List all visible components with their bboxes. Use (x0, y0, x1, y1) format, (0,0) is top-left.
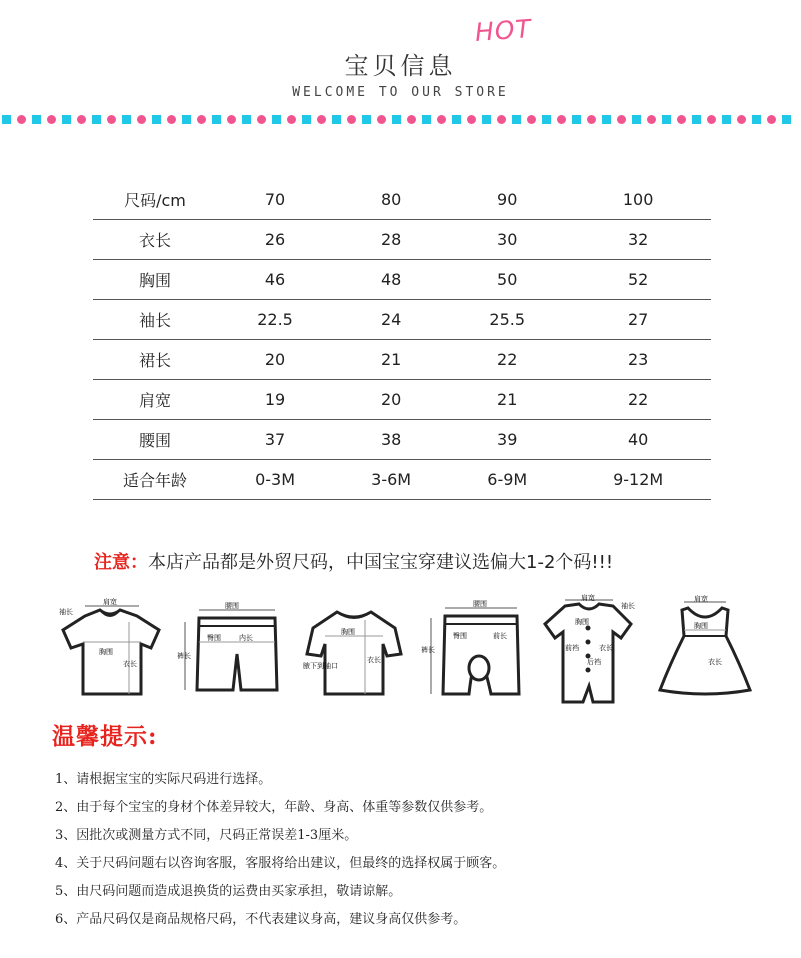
tshirt-shoulder-label: 肩宽 (103, 598, 117, 606)
notice-label: 注意： (94, 552, 148, 573)
size-table (93, 180, 711, 500)
size-cell: 80 (333, 180, 449, 220)
hot-badge: HOT (474, 14, 533, 47)
size-cell: 30 (449, 220, 565, 260)
divider-dot (137, 115, 146, 124)
divider-dot (347, 115, 356, 124)
size-cell: 22 (449, 340, 565, 380)
divider-square (752, 115, 761, 124)
dress-length-label: 衣长 (708, 658, 722, 666)
raglan-armpit-label: 腋下到袖口 (303, 662, 338, 670)
divider-square (422, 115, 431, 124)
romper-back-label: 后裆 (587, 658, 601, 666)
divider-dot (317, 115, 326, 124)
size-table-row (93, 180, 711, 220)
divider-dot (497, 115, 506, 124)
divider-dot (17, 115, 26, 124)
tip-item: 5、由尺码问题而造成退换货的运费由买家承担，敬请谅解。 (55, 884, 402, 899)
size-cell: 19 (217, 380, 333, 420)
divider-square (92, 115, 101, 124)
size-row-header: 袖长 (93, 300, 217, 340)
divider-dot (107, 115, 116, 124)
divider-square (602, 115, 611, 124)
tip-item: 1、请根据宝宝的实际尺码进行选择。 (55, 772, 272, 787)
size-cell: 9-12M (565, 460, 711, 500)
size-row-header: 胸围 (93, 260, 217, 300)
size-cell: 32 (565, 220, 711, 260)
size-row-header: 裙长 (93, 340, 217, 380)
divider-square (32, 115, 41, 124)
romper-sleeve-label: 袖长 (621, 602, 635, 610)
divider-dot (767, 115, 776, 124)
divider-dot (377, 115, 386, 124)
divider-square (452, 115, 461, 124)
divider-square (152, 115, 161, 124)
romper-shoulder-label: 肩宽 (581, 594, 595, 602)
divider-square (632, 115, 641, 124)
size-cell: 50 (449, 260, 565, 300)
divider-square (782, 115, 791, 124)
divider-dot (77, 115, 86, 124)
size-cell: 100 (565, 180, 711, 220)
size-cell: 22 (565, 380, 711, 420)
size-table-row (93, 460, 711, 500)
divider-square (2, 115, 11, 124)
shorts-inseam-label: 内长 (239, 634, 253, 642)
size-table-row (93, 300, 711, 340)
romper-diagram (533, 594, 643, 714)
divider-dot (467, 115, 476, 124)
tshirt-length-label: 衣长 (123, 660, 137, 668)
size-table-row (93, 420, 711, 460)
tshirt-diagram (55, 594, 165, 704)
size-table-row (93, 260, 711, 300)
raglan-diagram (299, 594, 409, 704)
size-cell: 90 (449, 180, 565, 220)
divider-dot (647, 115, 656, 124)
size-cell: 24 (333, 300, 449, 340)
size-cell: 46 (217, 260, 333, 300)
shorts-length-label: 裤长 (177, 652, 191, 660)
divider-square (182, 115, 191, 124)
romper-front-label: 前裆 (565, 644, 579, 652)
tip-item: 2、由于每个宝宝的身材个体差异较大，年龄、身高、体重等参数仅供参考。 (55, 800, 493, 815)
pants-length-label: 裤长 (421, 646, 435, 654)
size-row-header: 腰围 (93, 420, 217, 460)
divider-dot (437, 115, 446, 124)
dress-chest-label: 胸围 (694, 622, 708, 630)
size-cell: 26 (217, 220, 333, 260)
size-table-row (93, 340, 711, 380)
raglan-chest-label: 胸围 (341, 628, 355, 636)
romper-length-label: 衣长 (599, 644, 613, 652)
size-table-row (93, 220, 711, 260)
tips-list (55, 766, 505, 934)
size-cell: 38 (333, 420, 449, 460)
divider-square (362, 115, 371, 124)
dot-divider (0, 113, 801, 127)
size-cell: 6-9M (449, 460, 565, 500)
size-cell: 25.5 (449, 300, 565, 340)
divider-square (272, 115, 281, 124)
size-cell: 52 (565, 260, 711, 300)
page-subtitle: WELCOME TO OUR STORE (292, 85, 509, 100)
divider-dot (527, 115, 536, 124)
divider-square (662, 115, 671, 124)
size-cell: 23 (565, 340, 711, 380)
divider-dot (287, 115, 296, 124)
tip-item: 3、因批次或测量方式不同，尺码正常误差1-3厘米。 (55, 828, 358, 843)
size-cell: 20 (217, 340, 333, 380)
shorts-hip-label: 臀围 (207, 634, 221, 642)
pants-waist-label: 腰围 (473, 600, 487, 608)
page-title: 宝贝信息 (344, 52, 457, 80)
size-cell: 21 (333, 340, 449, 380)
size-row-header: 尺码/cm (93, 180, 217, 220)
size-row-header: 衣长 (93, 220, 217, 260)
dress-diagram (650, 594, 760, 704)
size-notice (94, 548, 613, 574)
tshirt-chest-label: 胸围 (99, 648, 113, 656)
divider-square (722, 115, 731, 124)
size-cell: 28 (333, 220, 449, 260)
size-row-header: 适合年龄 (93, 460, 217, 500)
divider-dot (257, 115, 266, 124)
romper-chest-label: 胸围 (575, 618, 589, 626)
pants-hip-label: 臀围 (453, 632, 467, 640)
divider-square (242, 115, 251, 124)
divider-square (542, 115, 551, 124)
divider-dot (227, 115, 236, 124)
divider-dot (167, 115, 176, 124)
size-cell: 27 (565, 300, 711, 340)
tip-item: 6、产品尺码仅是商品规格尺码，不代表建议身高，建议身高仅供参考。 (55, 912, 467, 927)
divider-dot (707, 115, 716, 124)
tip-item: 4、关于尺码问题右以咨询客服，客服将给出建议，但最终的选择权属于顾客。 (55, 856, 506, 871)
tshirt-sleeve-label: 袖长 (59, 608, 73, 616)
divider-dot (677, 115, 686, 124)
size-cell: 37 (217, 420, 333, 460)
divider-square (482, 115, 491, 124)
divider-dot (47, 115, 56, 124)
size-cell: 40 (565, 420, 711, 460)
notice-text: 本店产品都是外贸尺码，中国宝宝穿建议选偏大1-2个码!!! (148, 552, 614, 573)
divider-square (332, 115, 341, 124)
dress-shoulder-label: 肩宽 (694, 595, 708, 603)
divider-square (572, 115, 581, 124)
divider-dot (737, 115, 746, 124)
divider-dot (587, 115, 596, 124)
size-cell: 70 (217, 180, 333, 220)
divider-dot (557, 115, 566, 124)
divider-square (62, 115, 71, 124)
divider-dot (617, 115, 626, 124)
size-cell: 21 (449, 380, 565, 420)
pants-front-label: 前长 (493, 632, 507, 640)
garment-diagrams (55, 594, 745, 714)
divider-square (692, 115, 701, 124)
size-row-header: 肩宽 (93, 380, 217, 420)
size-cell: 0-3M (217, 460, 333, 500)
size-cell: 48 (333, 260, 449, 300)
divider-square (212, 115, 221, 124)
raglan-length-label: 衣长 (367, 656, 381, 664)
shorts-diagram (177, 594, 287, 704)
size-cell: 39 (449, 420, 565, 460)
size-cell: 3-6M (333, 460, 449, 500)
divider-dot (197, 115, 206, 124)
divider-square (302, 115, 311, 124)
size-cell: 22.5 (217, 300, 333, 340)
pants-diagram (421, 594, 531, 704)
size-table-row (93, 380, 711, 420)
shorts-waist-label: 腰围 (225, 602, 239, 610)
divider-square (512, 115, 521, 124)
divider-square (392, 115, 401, 124)
size-cell: 20 (333, 380, 449, 420)
divider-square (122, 115, 131, 124)
tips-title: 温馨提示: (52, 723, 158, 750)
divider-dot (407, 115, 416, 124)
